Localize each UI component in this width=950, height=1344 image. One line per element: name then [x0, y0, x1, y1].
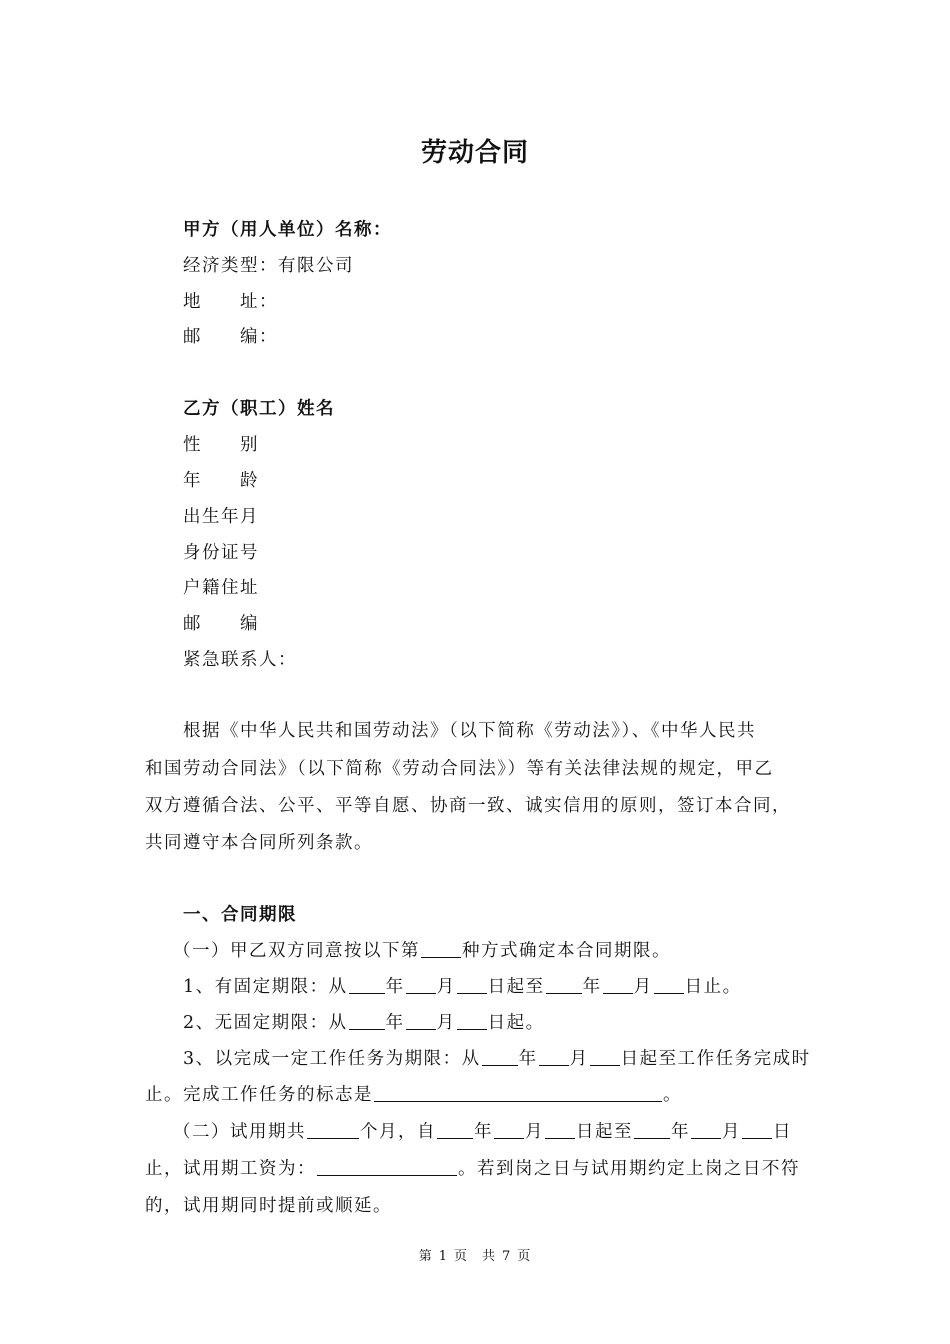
blank-day[interactable]	[654, 975, 684, 994]
unit-day-start: 日起。	[487, 1013, 545, 1033]
blank-year[interactable]	[349, 975, 385, 994]
no-fixed-term-line	[145, 1011, 848, 1035]
party-b-postcode: 邮 编	[183, 614, 259, 634]
probation-months-text: 个月，自	[360, 1122, 436, 1142]
blank-year[interactable]	[437, 1120, 473, 1139]
probation-line-3: 的，试用期同时提前或顺延。	[145, 1196, 392, 1216]
blank-day[interactable]	[590, 1047, 620, 1066]
unit-year: 年	[671, 1122, 690, 1142]
probation-note: 。若到岗之日与试用期约定上岗之日不符	[458, 1159, 800, 1179]
party-b-household-address: 户籍住址	[183, 578, 259, 598]
section-1-heading: 一、合同期限	[183, 905, 297, 925]
blank-day[interactable]	[742, 1120, 772, 1139]
economic-type: 经济类型：有限公司	[183, 256, 354, 276]
blank-year[interactable]	[349, 1011, 385, 1030]
no-fixed-term-label: 2、无固定期限：从	[183, 1013, 348, 1033]
blank-month[interactable]	[691, 1120, 721, 1139]
page-total: 7	[502, 1249, 512, 1264]
blank-month[interactable]	[539, 1047, 569, 1066]
preamble-line-1: 根据《中华人民共和国劳动法》（以下简称《劳动法》）、《中华人民共	[183, 721, 756, 741]
term-method-blank[interactable]	[421, 939, 461, 958]
fixed-term-label: 1、有固定期限：从	[183, 977, 348, 997]
party-a-address-label: 地 址：	[183, 292, 278, 312]
unit-year: 年	[582, 977, 602, 997]
party-b-birth: 出生年月	[183, 507, 259, 527]
blank-year[interactable]	[482, 1047, 518, 1066]
term-method-line	[145, 939, 838, 963]
unit-month: 月	[436, 1013, 456, 1033]
blank-year[interactable]	[634, 1120, 670, 1139]
fixed-term-line	[145, 975, 848, 999]
party-b-id-number: 身份证号	[183, 543, 259, 563]
page-number: 1	[438, 1249, 448, 1264]
task-completion-label: 止。完成工作任务的标志是	[145, 1085, 373, 1105]
unit-month: 月	[569, 1049, 589, 1069]
party-a-postcode-label: 邮 编：	[183, 327, 278, 347]
unit-month: 月	[436, 977, 456, 997]
probation-months-blank[interactable]	[307, 1120, 359, 1139]
unit-month: 月	[722, 1122, 741, 1142]
task-term-label: 3、以完成一定工作任务为期限：从	[183, 1049, 481, 1069]
blank-month[interactable]	[494, 1120, 524, 1139]
party-a-heading: 甲方（用人单位）名称：	[183, 220, 392, 240]
probation-wage-label: 止，试用期工资为：	[145, 1159, 316, 1179]
footer-prefix: 第	[418, 1249, 433, 1264]
unit-day-from: 日起至	[487, 977, 545, 997]
term-method-text-a: （一）甲乙双方同意按以下第	[173, 941, 420, 961]
party-b-age: 年 龄	[183, 471, 259, 491]
task-term-line	[145, 1047, 848, 1071]
probation-wage-blank[interactable]	[317, 1157, 457, 1176]
unit-year: 年	[385, 1013, 405, 1033]
party-b-heading: 乙方（职工）姓名	[183, 399, 335, 419]
party-b-emergency-contact: 紧急联系人：	[183, 650, 297, 670]
blank-month[interactable]	[406, 975, 436, 994]
preamble-line-3: 双方遵循合法、公平、平等自愿、协商一致、诚实信用的原则，签订本合同，	[145, 796, 791, 816]
blank-year[interactable]	[546, 975, 582, 994]
probation-label: （二）试用期共	[173, 1122, 306, 1142]
unit-month: 月	[633, 977, 653, 997]
task-completion-line	[145, 1083, 810, 1107]
unit-year: 年	[385, 977, 405, 997]
unit-year: 年	[474, 1122, 493, 1142]
unit-year: 年	[518, 1049, 538, 1069]
preamble-line-4: 共同遵守本合同所列条款。	[145, 833, 373, 853]
task-completion-blank[interactable]	[374, 1083, 662, 1102]
unit-day-from: 日起至	[576, 1122, 633, 1142]
unit-day-end: 日止。	[684, 977, 742, 997]
document-title: 劳动合同	[420, 138, 529, 168]
unit-day: 日	[773, 1122, 792, 1142]
task-term-end: 日起至工作任务完成时	[620, 1049, 811, 1069]
footer-suffix: 页	[517, 1249, 532, 1264]
probation-line-2	[145, 1157, 810, 1181]
term-method-text-b: 种方式确定本合同期限。	[462, 941, 671, 961]
blank-day[interactable]	[457, 975, 487, 994]
blank-month[interactable]	[603, 975, 633, 994]
preamble-line-2: 和国劳动合同法》（以下简称《劳动合同法》）等有关法律法规的规定，甲乙	[145, 759, 774, 779]
page-footer	[0, 1245, 950, 1264]
probation-line-1	[145, 1120, 838, 1144]
blank-day[interactable]	[545, 1120, 575, 1139]
footer-mid: 页 共	[453, 1249, 496, 1264]
blank-day[interactable]	[457, 1011, 487, 1030]
unit-month: 月	[525, 1122, 544, 1142]
blank-month[interactable]	[406, 1011, 436, 1030]
party-b-gender: 性 别	[183, 435, 259, 455]
period: 。	[663, 1085, 682, 1105]
